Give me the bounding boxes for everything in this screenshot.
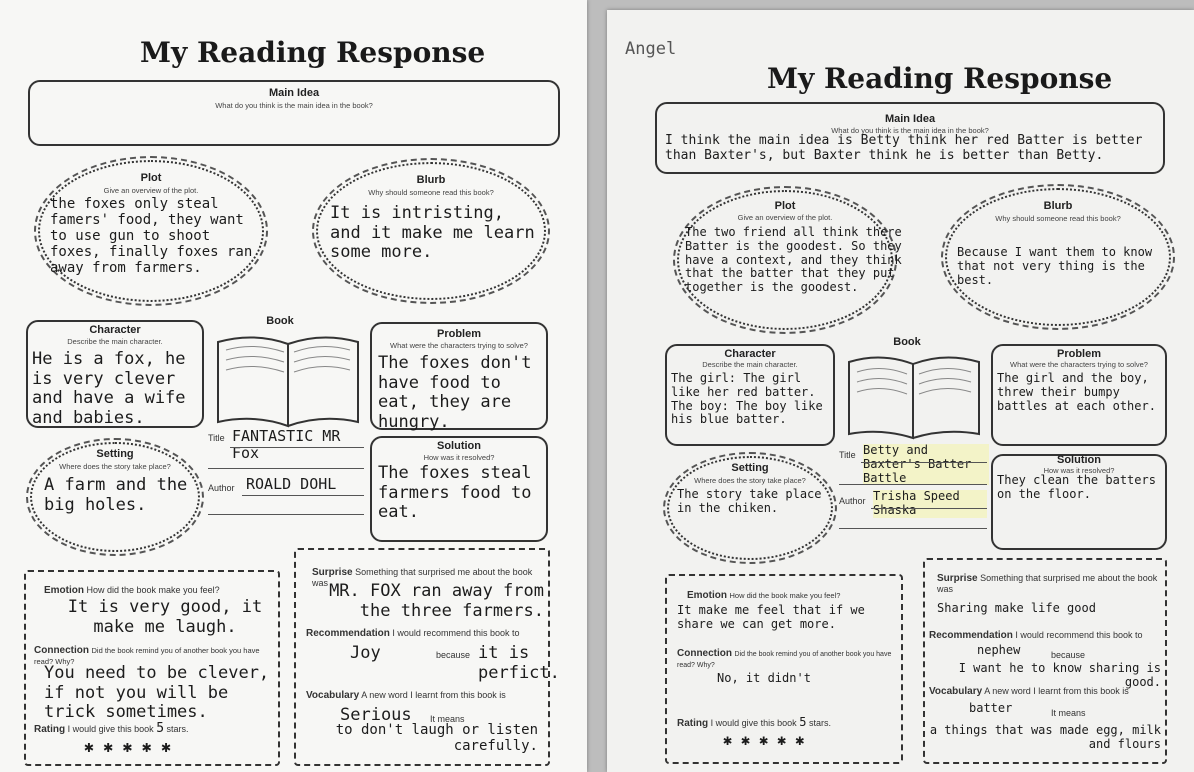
rating-line — [34, 722, 189, 737]
emotion-line — [687, 590, 840, 601]
setting-answer: The story take place in the chiken. — [677, 487, 822, 515]
author-line-1 — [242, 495, 364, 496]
vocabulary-word: Serious — [340, 705, 412, 725]
main-idea-prompt: What do you think is the main idea in the book? — [831, 126, 989, 135]
main-idea-prompt: What do you think is the main idea in the book? — [215, 101, 373, 110]
rating-suffix: stars. — [166, 724, 189, 734]
solution-answer: The foxes steal farmers food to eat. — [378, 463, 532, 523]
surprise-prompt: Something that surprised me about the book was — [937, 573, 1158, 594]
title-line-1 — [230, 447, 364, 448]
student-name: Angel — [625, 39, 677, 59]
vocabulary-meaning: a things that was made egg, milk and flours — [929, 723, 1161, 751]
vocabulary-prompt: A new word I learnt from this book is — [361, 690, 506, 700]
surprise-label: Surprise — [937, 573, 978, 584]
character-label: Character — [89, 324, 141, 336]
worksheet-title: My Reading Response — [767, 62, 1113, 95]
author-line-1 — [871, 508, 987, 509]
rating-label: Rating — [34, 724, 66, 735]
author-line-2 — [208, 514, 364, 515]
book-title-value: Betty and Baxter's Batter Battle — [863, 444, 989, 485]
emotion-prompt: How did the book make you feel? — [86, 585, 220, 595]
recommendation-label: Recommendation — [929, 630, 1013, 641]
plot-prompt: Give an overview of the plot. — [737, 213, 833, 222]
worksheet-title: My Reading Response — [140, 36, 486, 69]
solution-label: Solution — [437, 440, 481, 452]
recommendation-to: nephew — [977, 643, 1021, 657]
emotion-prompt: How did the book make you feel? — [729, 591, 841, 600]
emotion-label: Emotion — [44, 585, 84, 596]
plot-prompt: Give an overview of the plot. — [103, 186, 199, 195]
connection-prompt: Did the book remind you of another book you have read? Why? — [677, 651, 892, 669]
vocabulary-label: Vocabulary — [306, 690, 360, 701]
book-author-label: Author — [839, 496, 866, 506]
setting-label: Setting — [731, 462, 769, 474]
solution-label: Solution — [1057, 454, 1101, 466]
plot-answer: the foxes only steal famers' food, they want to use gun to shoot foxes, finally foxes ran away from farmers. — [50, 196, 253, 277]
vocabulary-prompt: A new word I learnt from this book is — [984, 686, 1129, 696]
recommendation-to: Joy — [350, 643, 381, 663]
book-author-label: Author — [208, 483, 235, 493]
setting-answer: A farm and the big holes. — [44, 475, 188, 515]
setting-prompt: Where does the story take place? — [59, 462, 171, 471]
rating-label: Rating — [677, 718, 709, 729]
character-prompt: Describe the main character. — [702, 360, 798, 369]
rating-value: 5 — [799, 715, 807, 729]
title-line-2 — [208, 468, 364, 469]
recommendation-because: it is perfict. — [478, 643, 560, 683]
surprise-answer: MR. FOX ran away from the three farmers. — [329, 581, 544, 621]
emotion-answer: It is very good, it make me laugh. — [67, 597, 263, 637]
surprise-prompt: Something that surprised me about the book was — [312, 567, 533, 588]
author-line-2 — [839, 528, 987, 529]
emotion-label: Emotion — [687, 590, 727, 601]
problem-answer: The foxes don't have food to eat, they are hungry. — [378, 353, 532, 432]
vocabulary-word: batter — [969, 701, 1013, 715]
open-book-icon — [845, 350, 983, 442]
surprise-answer: Sharing make life good — [937, 601, 1096, 615]
vocabulary-meaning: to don't laugh or listen carefully. — [335, 722, 538, 755]
connection-line — [677, 648, 897, 669]
connection-label: Connection — [34, 645, 89, 656]
because-label: because — [436, 650, 471, 660]
book-title-value: FANTASTIC MR Fox — [232, 427, 341, 463]
problem-label: Problem — [436, 328, 481, 340]
book-title-label: Title — [208, 433, 225, 443]
character-answer: He is a fox, he is very clever and have a wife and babies. — [32, 349, 186, 428]
character-answer: The girl: The girl like her red batter. The boy: The boy like his blue batter. — [671, 371, 823, 427]
rating-prompt: I would give this book — [710, 718, 797, 728]
recommendation-label: Recommendation — [306, 628, 390, 639]
setting-label: Setting — [96, 448, 134, 460]
blurb-label: Blurb — [416, 174, 446, 186]
recommendation-line — [929, 630, 1161, 641]
blurb-prompt: Why should someone read this book? — [368, 188, 494, 197]
main-idea-label: Main Idea — [884, 113, 936, 125]
blurb-label: Blurb — [1043, 200, 1073, 212]
plot-answer: The two friend all think there Batter is the goodest. So they have a context, and they think that the batter that they put together is the goodest. — [685, 225, 902, 295]
emotion-answer: It make me feel that if we share we can get more. — [677, 603, 865, 631]
surprise-label: Surprise — [312, 567, 353, 578]
blurb-answer: It is intristing, and it make me learn some more. — [330, 203, 535, 263]
right-worksheet — [607, 10, 1194, 772]
rating-prompt: I would give this book — [67, 724, 154, 734]
rating-suffix: stars. — [808, 718, 831, 728]
book-label: Book — [266, 315, 294, 327]
because-label: because — [1051, 650, 1086, 660]
vocabulary-line — [929, 686, 1161, 697]
surprise-line — [937, 573, 1161, 594]
problem-answer: The girl and the boy, threw their bumpy battles at each other. — [997, 371, 1156, 413]
character-label: Character — [724, 348, 776, 360]
recommendation-prompt: I would recommend this book to — [392, 628, 520, 638]
rating-stars: ✱ ✱ ✱ ✱ ✱ — [723, 731, 805, 749]
emotion-line — [44, 585, 220, 596]
open-book-icon — [214, 330, 362, 430]
setting-prompt: Where does the story take place? — [694, 476, 806, 485]
book-label: Book — [893, 336, 921, 348]
title-line-2 — [839, 484, 987, 485]
book-author-value: Trisha Speed Shaska — [873, 490, 987, 518]
blurb-prompt: Why should someone read this book? — [995, 214, 1121, 223]
means-label: It means — [430, 714, 465, 724]
rating-line — [677, 716, 831, 730]
left-worksheet — [0, 0, 587, 772]
character-prompt: Describe the main character. — [67, 337, 163, 346]
problem-prompt: What were the characters trying to solve? — [390, 341, 528, 350]
recommendation-prompt: I would recommend this book to — [1015, 630, 1143, 640]
recommendation-line — [306, 628, 544, 639]
connection-answer: You need to be clever, if not you will be trick sometimes. — [44, 663, 270, 723]
problem-prompt: What were the characters trying to solve? — [1010, 360, 1148, 369]
blurb-answer: Because I want them to know that not very thing is the best. — [957, 245, 1153, 287]
title-line-1 — [861, 462, 987, 463]
solution-prompt: How was it resolved? — [1043, 466, 1115, 475]
plot-label: Plot — [140, 172, 162, 184]
book-title-label: Title — [839, 450, 856, 460]
connection-prompt: Did the book remind you of another book you have read? Why? — [34, 646, 260, 666]
book-author-value: ROALD DOHL — [246, 475, 337, 493]
rating-stars: ✱ ✱ ✱ ✱ ✱ — [84, 737, 171, 756]
main-idea-label: Main Idea — [268, 87, 320, 99]
connection-label: Connection — [677, 648, 732, 659]
connection-answer: No, it didn't — [717, 671, 811, 685]
main-idea-answer: I think the main idea is Betty think her red Batter is better than Baxter's, but Baxter think he is better than Betty. — [665, 133, 1143, 163]
rating-value: 5 — [156, 721, 165, 736]
solution-prompt: How was it resolved? — [423, 453, 495, 462]
solution-answer: They clean the batters on the floor. — [997, 473, 1156, 501]
recommendation-because: I want he to know sharing is good. — [958, 661, 1161, 689]
vocabulary-line — [306, 690, 544, 701]
problem-label: Problem — [1056, 348, 1101, 360]
plot-label: Plot — [774, 200, 796, 212]
vocabulary-label: Vocabulary — [929, 686, 983, 697]
means-label: It means — [1051, 708, 1086, 718]
